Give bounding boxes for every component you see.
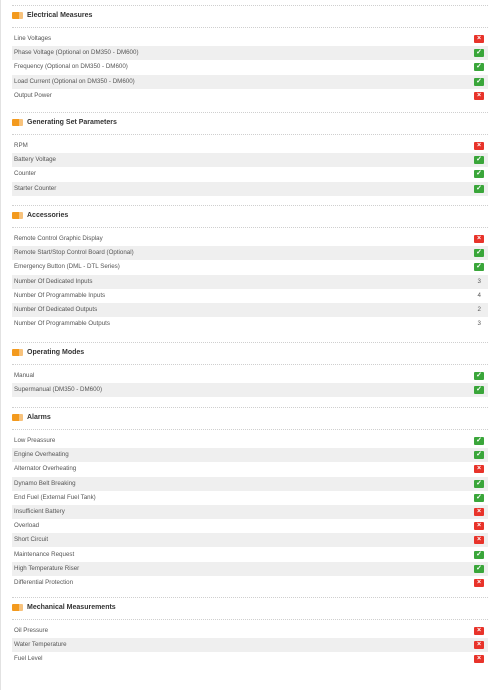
section-divider [12, 205, 488, 206]
spec-label: Line Voltages [14, 35, 52, 42]
spec-row [12, 434, 488, 448]
section-divider [12, 407, 488, 408]
section-divider [12, 112, 488, 113]
cross-icon: × [474, 536, 484, 544]
check-icon: ✓ [474, 185, 484, 193]
folder-tab-icon [12, 604, 23, 611]
spec-label: Number Of Dedicated Outputs [14, 306, 98, 313]
check-icon: ✓ [474, 565, 484, 573]
spec-row [12, 303, 488, 317]
section-header [1, 209, 494, 223]
spec-row [12, 317, 488, 331]
spec-label: Battery Voltage [14, 156, 56, 164]
spec-row [12, 246, 488, 260]
cross-icon: × [474, 508, 484, 516]
spec-label: Differential Protection [14, 579, 74, 586]
spec-label: Phase Voltage (Optional on DM350 - DM600) [14, 49, 139, 57]
check-icon: ✓ [474, 49, 484, 57]
check-icon: ✓ [474, 372, 484, 380]
spec-label: Low Preassure [14, 437, 56, 444]
spec-label: Starter Counter [14, 184, 57, 192]
spec-row [12, 652, 488, 666]
spec-label: Remote Start/Stop Control Board (Optional) [14, 249, 134, 257]
spec-label: Counter [14, 170, 37, 178]
cross-icon: × [474, 522, 484, 530]
section-header [1, 116, 494, 130]
spec-label: Water Temperature [14, 641, 67, 649]
check-icon: ✓ [474, 480, 484, 488]
spec-value: 2 [477, 306, 481, 313]
spec-row [12, 383, 488, 397]
spec-row [12, 167, 488, 181]
cross-icon: × [474, 142, 484, 150]
spec-value: 4 [477, 291, 481, 299]
check-icon: ✓ [474, 156, 484, 164]
spec-label: High Temperature Riser [14, 564, 80, 572]
spec-label: Maintenance Request [14, 550, 75, 558]
section-divider [12, 364, 488, 365]
section-divider [12, 5, 488, 6]
section-header [1, 346, 494, 360]
spec-label: RPM [14, 142, 28, 149]
cross-icon: × [474, 655, 484, 663]
spec-label: Number Of Dedicated Inputs [14, 277, 93, 285]
spec-row [12, 260, 488, 274]
spec-value: 3 [477, 320, 481, 328]
spec-row [12, 89, 488, 103]
spec-label: Fuel Level [14, 655, 43, 663]
folder-tab-icon [12, 212, 23, 219]
section-title: Alarms [27, 414, 51, 421]
section-header [1, 411, 494, 425]
check-icon: ✓ [474, 494, 484, 502]
spec-row [12, 232, 488, 246]
check-icon: ✓ [474, 170, 484, 178]
spec-label: Load Current (Optional on DM350 - DM600) [14, 77, 135, 85]
spec-row [12, 576, 488, 590]
spec-row [12, 519, 488, 533]
spec-label: Overload [14, 522, 40, 530]
spec-label: Insufficient Battery [14, 508, 65, 515]
spec-label: Number Of Programmable Outputs [14, 320, 110, 328]
check-icon: ✓ [474, 451, 484, 459]
spec-row [12, 548, 488, 562]
spec-row [12, 638, 488, 652]
spec-row [12, 533, 488, 547]
section-divider [12, 134, 488, 135]
spec-row [12, 75, 488, 89]
check-icon: ✓ [474, 551, 484, 559]
spec-row [12, 462, 488, 476]
spec-row [12, 477, 488, 491]
spec-row [12, 562, 488, 576]
section-title: Generating Set Parameters [27, 119, 117, 126]
spec-label: Supermanual (DM350 - DM600) [14, 386, 103, 394]
spec-label: Remote Control Graphic Display [14, 235, 103, 242]
section-header [1, 9, 494, 23]
section-divider [12, 227, 488, 228]
spec-label: Frequency (Optional on DM350 - DM600) [14, 63, 128, 71]
spec-row [12, 491, 488, 505]
spec-row [12, 369, 488, 383]
spec-label: End Fuel (External Fuel Tank) [14, 493, 96, 501]
spec-row [12, 624, 488, 638]
cross-icon: × [474, 579, 484, 587]
spec-row [12, 153, 488, 167]
section-title: Accessories [27, 212, 69, 219]
cross-icon: × [474, 235, 484, 243]
spec-row [12, 182, 488, 196]
spec-row [12, 46, 488, 60]
cross-icon: × [474, 627, 484, 635]
check-icon: ✓ [474, 63, 484, 71]
spec-label: Output Power [14, 91, 52, 99]
spec-row [12, 289, 488, 303]
section-divider [12, 619, 488, 620]
check-icon: ✓ [474, 386, 484, 394]
spec-label: Engine Overheating [14, 451, 69, 459]
spec-label: Dynamo Belt Breaking [14, 479, 76, 487]
check-icon: ✓ [474, 249, 484, 257]
folder-tab-icon [12, 12, 23, 19]
section-divider [12, 342, 488, 343]
spec-label: Manual [14, 372, 35, 379]
spec-label: Oil Pressure [14, 627, 49, 634]
section-divider [12, 429, 488, 430]
spec-row [12, 32, 488, 46]
spec-row [12, 448, 488, 462]
check-icon: ✓ [474, 263, 484, 271]
check-icon: ✓ [474, 437, 484, 445]
section-title: Operating Modes [27, 349, 85, 356]
spec-row [12, 505, 488, 519]
spec-value: 3 [477, 277, 481, 285]
section-divider [12, 597, 488, 598]
cross-icon: × [474, 641, 484, 649]
spec-label: Emergency Button (DML - DTL Series) [14, 263, 120, 271]
spec-row [12, 275, 488, 289]
section-divider [12, 27, 488, 28]
folder-tab-icon [12, 414, 23, 421]
cross-icon: × [474, 465, 484, 473]
section-title: Electrical Measures [27, 12, 93, 19]
spec-label: Alternator Overheating [14, 465, 77, 473]
folder-tab-icon [12, 349, 23, 356]
cross-icon: × [474, 35, 484, 43]
folder-tab-icon [12, 119, 23, 126]
spec-row [12, 60, 488, 74]
check-icon: ✓ [474, 78, 484, 86]
section-title: Mechanical Measurements [27, 604, 116, 611]
spec-label: Number Of Programmable Inputs [14, 291, 106, 299]
spec-row [12, 139, 488, 153]
section-header [1, 601, 494, 615]
spec-label: Short Circuit [14, 536, 49, 544]
cross-icon: × [474, 92, 484, 100]
